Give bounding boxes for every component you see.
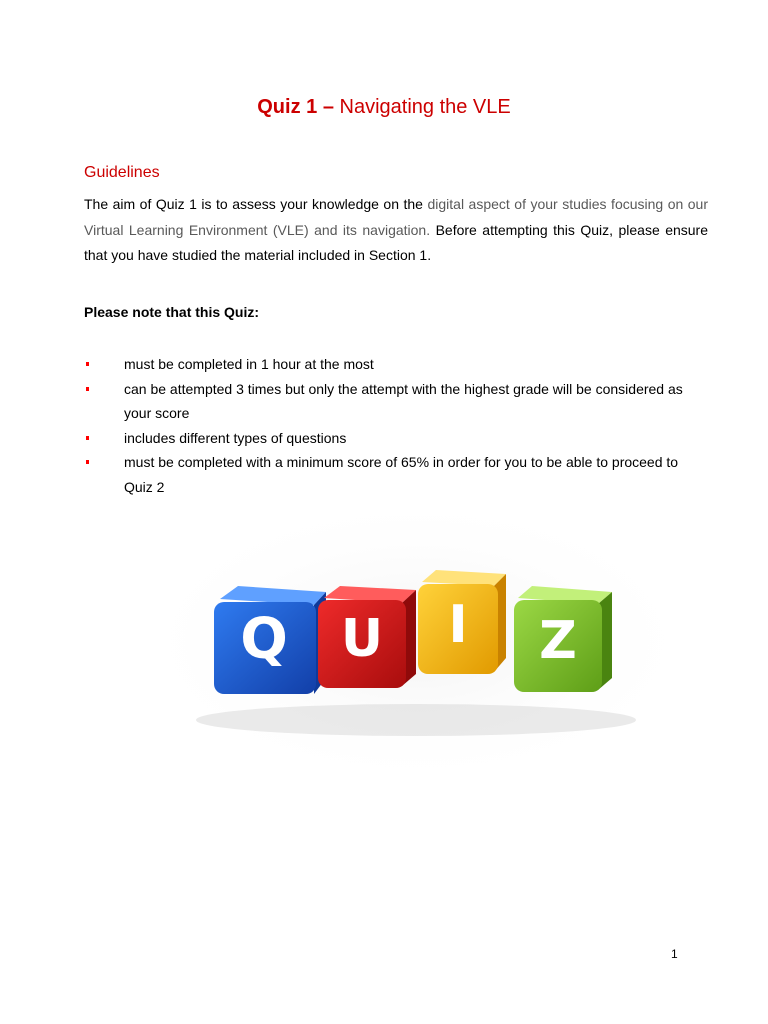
block-u xyxy=(318,586,416,688)
block-u-letter: U xyxy=(340,609,384,669)
list-item xyxy=(84,377,708,426)
bullet-marker-icon xyxy=(86,362,89,366)
bullet-marker-icon xyxy=(86,436,89,440)
intro-part-2: digital aspect of your studies focusing on our Virtual Learning Environment (VLE) and its navigation. xyxy=(84,196,708,238)
list-item-text: must be completed in 1 hour at the most xyxy=(124,356,374,372)
block-i xyxy=(418,570,506,674)
list-item xyxy=(84,352,708,377)
title-quiz-number: Quiz 1 – xyxy=(257,96,334,118)
title-subject: Navigating the VLE xyxy=(339,96,511,118)
list-item-text: can be attempted 3 times but only the attempt with the highest grade will be considered as your score xyxy=(124,380,683,421)
list-item-text: must be completed with a minimum score of 65% in order for you to be able to proceed to Quiz 2 xyxy=(124,454,679,495)
bullet-marker-icon xyxy=(86,387,89,391)
block-i-letter: I xyxy=(448,595,468,655)
list-item xyxy=(84,426,708,451)
page-number: 1 xyxy=(671,947,678,961)
block-q xyxy=(214,586,326,694)
list-item-text: includes different types of questions xyxy=(124,429,347,446)
bullet-marker-icon xyxy=(86,460,89,464)
list-item xyxy=(84,450,708,499)
block-z xyxy=(514,586,612,692)
section-heading: Guidelines xyxy=(84,164,160,181)
requirements-list xyxy=(84,352,708,499)
intro-paragraph xyxy=(84,192,708,269)
note-label: Please note that this Quiz: xyxy=(84,304,260,320)
block-z-letter: Z xyxy=(539,611,577,671)
document-title xyxy=(0,96,768,119)
block-q-letter: Q xyxy=(240,607,288,672)
intro-part-1: The aim of Quiz 1 is to assess your knowledge on the xyxy=(84,196,423,212)
intro-part-3: Before attempting this Quiz, please ensure that you have studied the material included in Section 1. xyxy=(84,221,709,263)
quiz-blocks-image xyxy=(154,506,680,776)
